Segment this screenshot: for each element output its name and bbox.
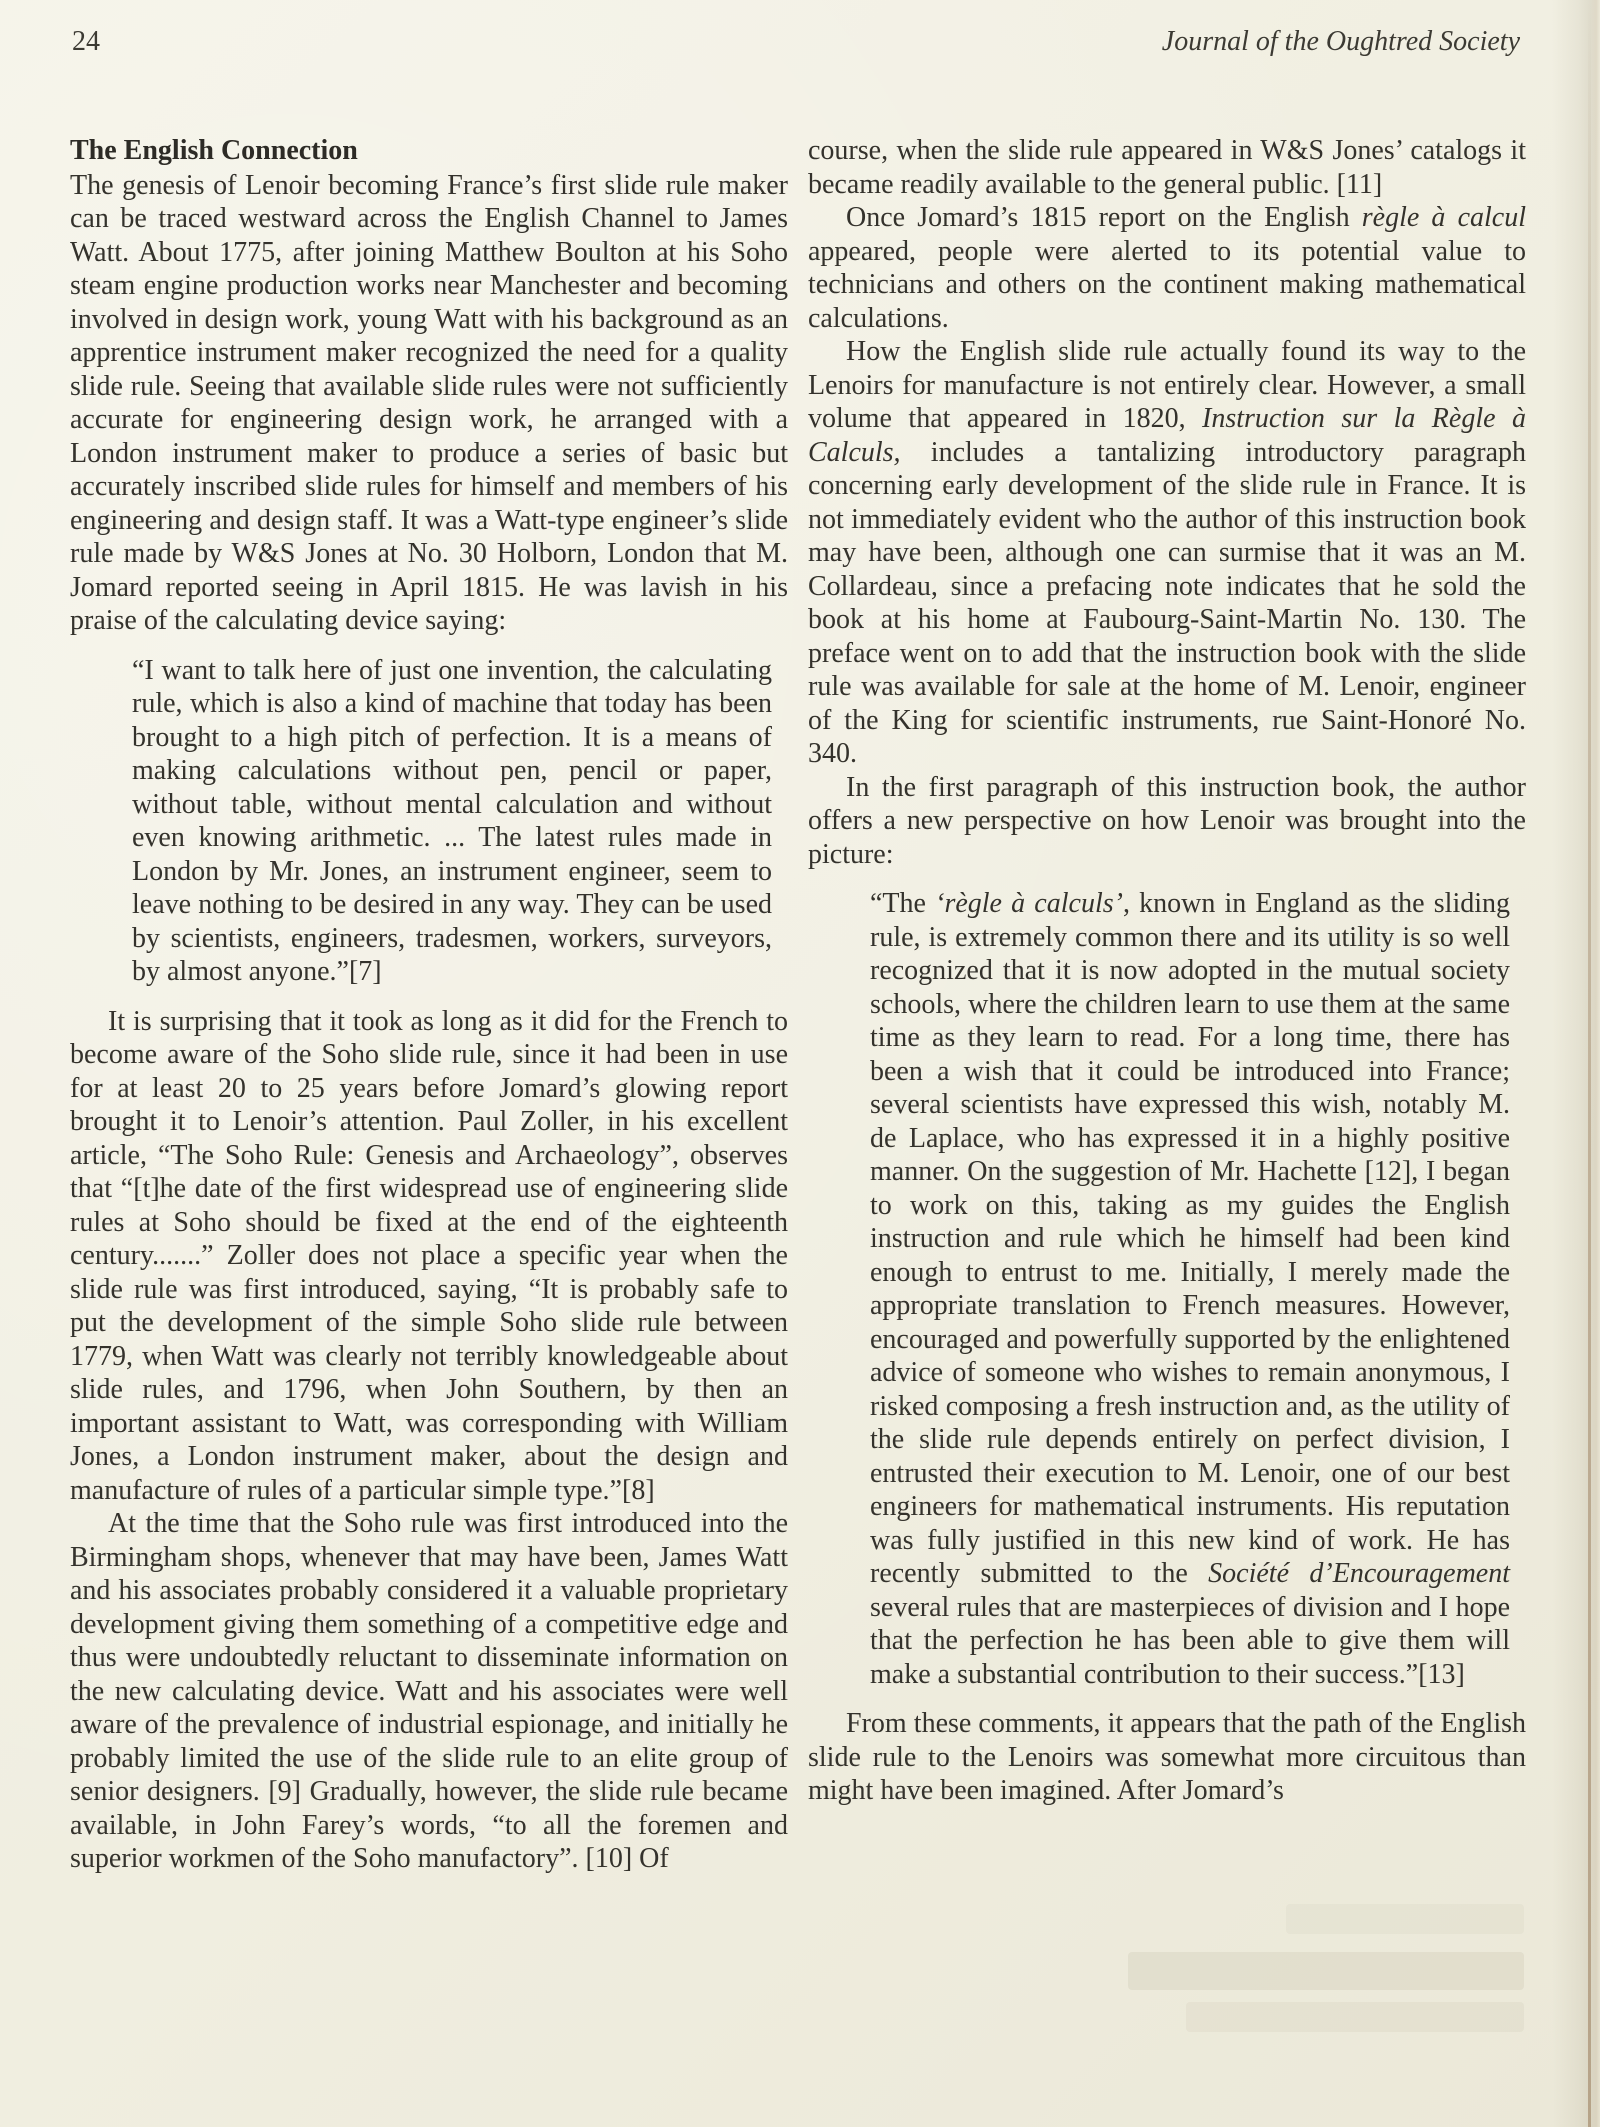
- paragraph: [808, 201, 1526, 335]
- page-edge-line: [1588, 0, 1591, 2127]
- paragraph: [70, 1507, 788, 1876]
- page-edge-shadow: [1552, 0, 1600, 2127]
- italic-text-run: Société d’Encouragement: [1208, 1558, 1510, 1589]
- italic-text-run: Instruction sur la Règle à Calculs,: [808, 403, 1526, 468]
- text-run: appeared, people were alerted to its potential value to technicians and others on the continent making mathematical calculations.: [808, 235, 1526, 334]
- text-run: “I want to talk here of just one invention, the calculating rule, which is also a kind of machine that today has been brought to a high pitch of perfection. It is a means of making calculations without pen, pencil or paper, without table, without mental calculation and without even knowing arithmetic. ... The latest rules made in London by Mr. Jones, an instrument engineer, seem to leave nothing to be desired in any way. They can be used by scientists, engineers, tradesmen, workers, surveyors, by almost anyone.”[7]: [132, 654, 772, 987]
- scan-bleed-artifact: [1186, 2002, 1524, 2032]
- blockquote: [870, 887, 1510, 1691]
- text-run: From these comments, it appears that the path of the English slide rule to the Lenoirs was somewhat more circuitous than might have been imagined. After Jomard’s: [808, 1708, 1526, 1806]
- italic-text-run: ‘règle à calculs’: [935, 888, 1123, 919]
- article-columns: [70, 134, 1526, 1876]
- page-number: 24: [72, 26, 100, 57]
- text-run: How the English slide rule actually found its way to the Lenoirs for manufacture is not entirely clear. However, a small volume that appeared in 1820,: [808, 336, 1526, 434]
- paragraph: [808, 1707, 1526, 1808]
- page-header: [72, 26, 1520, 58]
- journal-title: Journal of the Oughtred Society: [1161, 26, 1520, 57]
- text-run: “The: [870, 888, 936, 919]
- text-run: At the time that the Soho rule was first introduced into the Birmingham shops, whenever that may have been, James Watt and his associates probably considered it a valuable proprietary development giving them something of a competitive edge and thus were undoubtedly reluctant to disseminate information on the new calculating device. Watt and his associates were well aware of the prevalence of industrial espionage, and initially he probably limited the use of the slide rule to an elite group of senior designers. [9] Gradually, however, the slide rule became available, in John Farey’s words, “to all the foremen and superior workmen of the Soho manufactory”. [10] Of: [70, 1508, 788, 1874]
- scan-bleed-artifact: [1128, 1952, 1524, 1990]
- text-run: The genesis of Lenoir becoming France’s first slide rule maker can be traced westward across the English Channel to James Watt. About 1775, after joining Matthew Boulton at his Soho steam engine production works near Manchester and becoming involved in design work, young Watt with his background as an apprentice instrument maker recognized the need for a quality slide rule. Seeing that available slide rules were not sufficiently accurate for engineering design work, he arranged with a London instrument maker to produce a series of basic but accurately inscribed slide rules for himself and members of his engineering and design staff. It was a Watt-type engineer’s slide rule made by W&S Jones at No. 30 Holborn, London that M. Jomard reported seeing in April 1815. He was lavish in his praise of the calculating device saying:: [70, 169, 788, 636]
- section-heading: [70, 134, 788, 168]
- paragraph: [808, 335, 1526, 771]
- right-column: [808, 134, 1526, 1876]
- paragraph: [70, 169, 788, 638]
- paragraph: [808, 134, 1526, 201]
- scan-bleed-artifact: [1286, 1904, 1524, 1934]
- text-run: course, when the slide rule appeared in W&S Jones’ catalogs it became readily available to the general public. [11]: [808, 135, 1526, 200]
- text-run: It is surprising that it took as long as it did for the French to become aware of the Soho slide rule, since it had been in use for at least 20 to 25 years before Jomard’s glowing report brought it to Lenoir’s attention. Paul Zoller, in his excellent article, “The Soho Rule: Genesis and Archaeology”, observes that “[t]he date of the first widespread use of engineering slide rules at Soho should be fixed at the end of the eighteenth century.......” Zoller does not place a specific year when the slide rule was first introduced, saying, “It is probably safe to put the development of the simple Soho slide rule between 1779, when Watt was clearly not terribly knowledgeable about slide rules, and 1796, when John Southern, by then an important assistant to Watt, was corresponding with William Jones, a London instrument maker, about the design and manufacture of rules of a particular simple type.”[8]: [70, 1005, 788, 1506]
- paragraph: [808, 771, 1526, 872]
- paragraph: [70, 1005, 788, 1508]
- blockquote: [132, 654, 772, 989]
- text-run: , known in England as the sliding rule, is extremely common there and its utility is so well recognized that it is now adopted in the mutual society schools, where the children learn to use them at the same time as they learn to read. For a long time, there has been a wish that it could be introduced into France; several scientists have expressed this wish, notably M. de Laplace, who has expressed it in a highly positive manner. On the suggestion of Mr. Hachette [12], I began to work on this, taking as my guides the English instruction and rule which he himself had been kind enough to entrust to me. Initially, I merely made the appropriate translation to French measures. However, encouraged and powerfully supported by the enlightened advice of someone who wishes to remain anonymous, I risked composing a fresh instruction and, as the utility of the slide rule depends entirely on perfect division, I entrusted their execution to M. Lenoir, one of our best engineers for mathematical instruments. His reputation was fully justified in this new kind of work. He has recently submitted to the: [870, 888, 1510, 1589]
- left-column: [70, 134, 788, 1876]
- text-run: includes a tantalizing introductory paragraph concerning early development of the slide rule in France. It is not immediately evident who the author of this instruction book may have been, although one can surmise that it was an M. Collardeau, since a prefacing note indicates that he sold the book at his home at Faubourg-Saint-Martin No. 130. The preface went on to add that the instruction book with the slide rule was available for sale at the home of M. Lenoir, engineer of the King for scientific instruments, rue Saint-Honoré No. 340.: [808, 436, 1526, 769]
- text-run: In the first paragraph of this instruction book, the author offers a new perspective on how Lenoir was brought into the picture:: [808, 771, 1526, 870]
- italic-text-run: règle à calcul: [1361, 202, 1526, 233]
- text-run: several rules that are masterpieces of division and I hope that the perfection he has been able to give them will make a substantial contribution to their success.”[13]: [870, 1591, 1510, 1690]
- text-run: Once Jomard’s 1815 report on the English: [846, 202, 1362, 233]
- text-run: The English Connection: [70, 135, 358, 166]
